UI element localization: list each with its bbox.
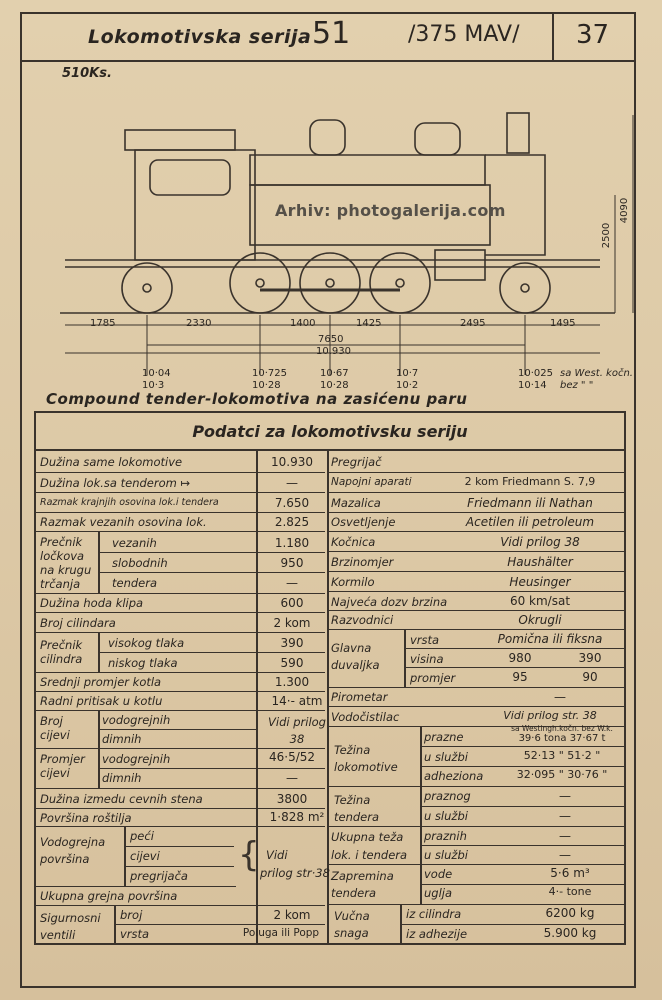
dim-height-1: 2500 [601,222,613,249]
steam-dome-1 [310,120,345,155]
dim-1: 1785 [90,318,116,329]
row-duvaljka: Glavna duvaljka [331,641,380,672]
row-zapremina: Zapremina tendera [331,869,394,900]
row-vodogrejna: Vodogrejna površina [40,835,106,866]
row-razvodnici: Razvodnici [331,613,394,627]
row-brzinomjer: Brzinomjer [331,555,394,569]
axle-load-3-bot: 10·28 [320,380,349,391]
dim-height-2: 4090 [619,197,631,224]
series-number: 51 [312,16,351,51]
row-duzina-stena: Dužina izmedu cevnih stena [40,792,203,806]
dim-total-1: 7650 [318,334,344,345]
row-razmak-vezanih: Razmak vezanih osovina lok. [40,515,207,529]
row-pregrijac: Pregrijač [331,455,382,469]
watermark: Arhiv: photogalerija.com [275,201,506,220]
page-number: 37 [576,20,610,50]
locomotive-drawing [55,85,650,395]
document-sheet: Lokomotivska serija 51 /375 MAV/ 37 510Ks. Arhiv: photogalerija.com 1785 2330 1400 1425 2495 1495 7650 10.930 2500 4090 10·04 10·3 10·725 10·28 10·67 10·28 10·7 10·2 10·025 10·14 sa West. kočn. bez " " Compound tender-lokomotiva na zasićenu paru Podatci za lokomotivsku seriju Dužina same lokomotive 10.930 Dužina lok.sa tenderom ↦ — Razmak krajnjih osovina lok.i tendera 7.650 Razmak vezanih osovina lok. 2.825 Prečnik ločkova na krugu trčanja vezanih 1.180 slobodnih 950 tendera — Dužina hoda klipa 600 Broj cilindara 2 kom Prečnik cilindra visokog tlaka 390 niskog tlaka 590 Srednji promjer kotla 1.300 Radni pritisak u kotlu 14·- atm Broj cijevi vodogrejnih dimnih Vidi prilog 38 Promjer cijevi vodogrejnih 46·5/52 dimnih — Dužina izmedu cevnih stena 3800 Površina roštilja 1·828 m² Vodogrejna površina peći cijevi pregrijača { Vidi prilog str·38 Ukupna grejna površina Sigurnosni ventili broj 2 kom vrsta Poluga ili Popp Pregrijač Napojni aparati 2 kom Friedmann S. 7,9 Mazalica Friedmann ili Nathan Osvetljenje Acetilen ili petroleum Kočnica Vidi prilog 38 Brzinomjer Haushälter Kormilo Heusinger Najveća dozv brzina 60 km/sat Razvodnici Okrugli Glavna duvaljka vrsta Pomična ili fiksna visina 980 390 promjer 95 90 Pirometar — Vodočistilac Vidi prilog str. 38 Težina lokomotive prazne sa Westingh.kočn. bez W.k. 39·6 tona 37·67 t u službi 52·13 " 51·2 " adheziona 32·095 " 30·76 " Težina tendera praznog — u službi — Ukupna teža lok. i tendera praznih — u službi — Zapremina tendera vode 5·6 m³ uglja 4·- tone Vučna snaga iz cilindra 6200 kg iz adhezije 5.900 kg [0,0,662,1000]
boiler-top [250,155,485,185]
row-precnik-cilindra: Prečnik cilindra [40,638,83,666]
axle-load-5-top: 10·025 [518,368,553,379]
chimney [507,113,529,153]
row-mazalica: Mazalica [331,496,381,510]
header-separator [552,12,554,60]
dim-5: 2495 [460,318,486,329]
row-ukupna-grejna: Ukupna grejna površina [40,889,178,903]
row-precnik: Prečnik ločkova na krugu trčanja [40,535,92,591]
axle-load-3-top: 10·67 [320,368,349,379]
row-najveca-brzina: Najveća dozv brzina [331,595,448,609]
axle-load-1-bot: 10·3 [142,380,165,391]
wheel-3 [300,253,360,313]
brace: { [238,835,260,875]
wheel-5 [500,263,550,313]
row-broj-cijevi: Broj cijevi [40,714,70,742]
row-sigurnosni: Sigurnosni ventili [40,911,101,942]
dim-2: 2330 [186,318,212,329]
axle-load-4-top: 10·7 [396,368,419,379]
mav-series: /375 MAV/ [408,22,520,47]
row-razmak-krajnjih: Razmak krajnjih osovina lok.i tendera [40,497,219,508]
row-promjer-cijevi: Promjer cijevi [40,752,85,780]
header-title: Lokomotivska serija [88,26,312,48]
subtitle: Compound tender-lokomotiva na zasićenu paru [46,390,468,408]
row-napojni: Napojni aparati [331,476,412,488]
row-povrsina-rostilja: Površina roštilja [40,811,132,825]
row-kocnica: Kočnica [331,535,376,549]
cylinder [435,250,485,280]
axle-load-2-top: 10·725 [252,368,287,379]
axle-note-1: sa West. kočn. [560,368,633,379]
axle-note-2: bez " " [560,380,594,391]
cab-window [150,160,230,195]
row-broj-cilindara: Broj cilindara [40,616,116,630]
dim-4: 1425 [356,318,382,329]
dim-3: 1400 [290,318,316,329]
axle-load-5-bot: 10·14 [518,380,547,391]
cab-roof [125,130,235,150]
row-kormilo: Kormilo [331,575,375,589]
wheel-1 [122,263,172,313]
axle-load-4-bot: 10·2 [396,380,419,391]
row-osvetljenje: Osvetljenje [331,515,396,529]
row-ukupna-tezina: Ukupna teža lok. i tendera [331,830,408,862]
wheel-4 [370,253,430,313]
dim-6: 1495 [550,318,576,329]
row-tezina-tendera: Težina tendera [334,793,380,824]
cab-body [135,150,255,260]
axle-load-1-top: 10·04 [142,368,171,379]
axle-load-2-bot: 10·28 [252,380,281,391]
row-duzina-same: Dužina same lokomotive [40,455,183,469]
wheel-2 [230,253,290,313]
steam-dome-2 [415,123,460,155]
row-vucna-snaga: Vučna snaga [334,909,370,940]
table-title: Podatci za lokomotivsku seriju [36,413,624,451]
header-bar [20,12,636,62]
row-radni-pritisak: Radni pritisak u kotlu [40,694,163,708]
row-tezina-lok: Težina lokomotive [334,743,398,774]
row-srednji-promjer: Srednji promjer kotla [40,675,162,689]
dim-total-2: 10.930 [316,346,351,357]
row-duzina-tender: Dužina lok.sa tenderom ↦ [40,476,191,490]
row-pirometar: Pirometar [331,690,388,704]
drawing-label: 510Ks. [62,66,112,81]
row-hod-klipa: Dužina hoda klipa [40,596,144,610]
row-vodocistilac: Vodočistilac [331,710,400,724]
